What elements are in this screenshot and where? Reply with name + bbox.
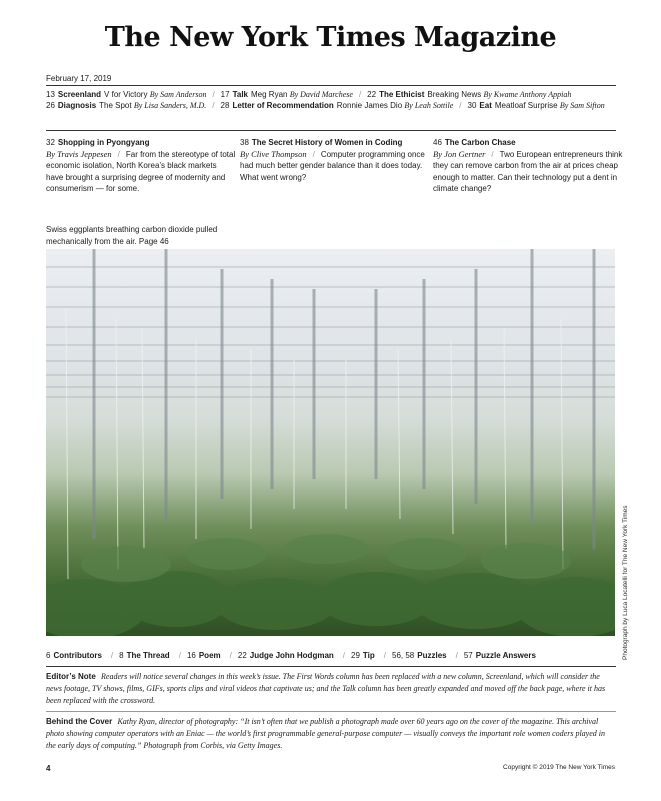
editors-note bbox=[46, 671, 616, 707]
toc-item[interactable]: 57 Puzzle Answers bbox=[463, 651, 536, 660]
feature-story[interactable]: 46 The Carbon Chase By Jon Gertner / Two European entrepreneurs think they can remove carbon from the air at prices cheap enough to matter. Can their technology put a dent in climate change? bbox=[433, 138, 623, 193]
editors-note-body: Readers will notice several changes in this week’s issue. The First Words column has been replaced with a new column, Screenland, which will consider the news footage, TV shows, films, GIFs, sports clips and viral videos that captivate us; and the Talk column has been greatly expanded and moved off the back page, where it has been replaced with the crossword. bbox=[46, 672, 606, 705]
toc-item[interactable]: 22 The Ethicist Breaking News By Kwame Anthony Appiah bbox=[367, 90, 572, 99]
toc-item[interactable]: 29 Tip bbox=[351, 651, 375, 660]
toc-item[interactable]: 56, 58 Puzzles bbox=[392, 651, 447, 660]
greenhouse-illustration bbox=[46, 249, 615, 636]
feature-story[interactable]: 32 Shopping in Pyongyang By Travis Jeppesen / Far from the stereotype of total economic isolation, North Korea’s black markets have brought a surprising degree of modernity and consumerism — for some. bbox=[46, 138, 236, 193]
toc-item[interactable]: 22 Judge John Hodgman bbox=[237, 651, 334, 660]
divider bbox=[46, 666, 616, 667]
page-number: 4 bbox=[46, 764, 51, 773]
divider bbox=[46, 711, 616, 712]
issue-date: February 17, 2019 bbox=[46, 74, 112, 83]
toc-row-1: 13 Screenland V for Victory By Sam Anderson / 17 Talk Meg Ryan By David Marchese / 22 The Ethicist Breaking News By Kwame Anthony Appiah bbox=[46, 90, 572, 99]
toc-item[interactable]: 16 Poem bbox=[186, 651, 221, 660]
toc-item[interactable]: 26 Diagnosis The Spot By Lisa Sanders, M.D. bbox=[46, 101, 207, 110]
toc-item[interactable]: 17 Talk Meg Ryan By David Marchese bbox=[220, 90, 353, 99]
divider bbox=[46, 130, 616, 131]
toc-item[interactable]: 13 Screenland V for Victory By Sam Anderson bbox=[46, 90, 207, 99]
toc-item[interactable]: 30 Eat Meatloaf Surprise By Sam Sifton bbox=[467, 101, 605, 110]
cover-photo-greenhouse bbox=[46, 249, 615, 636]
masthead: The New York Times Magazine bbox=[104, 22, 557, 53]
toc-item[interactable]: 8 The Thread bbox=[119, 651, 170, 660]
behind-cover-body: Kathy Ryan, director of photography: “It isn’t often that we publish a photograph made over 60 years ago on the cover of the magazine. This archival photo showing computer operators with an Eniac — the world’s first programmable general-purpose computer — visually conveys the important role women coders played in the early days of computing.” Photograph from Corbis, via Getty Images. bbox=[46, 717, 605, 750]
behind-cover-label: Behind the Cover bbox=[46, 717, 113, 726]
toc-item[interactable]: 6 Contributors bbox=[46, 651, 102, 660]
behind-the-cover bbox=[46, 716, 616, 752]
toc-item[interactable]: 28 Letter of Recommendation Ronnie James Dio By Leah Sottile bbox=[220, 101, 454, 110]
feature-story[interactable]: 38 The Secret History of Women in Coding By Clive Thompson / Computer programming once had much better gender balance than it does today. What went wrong? bbox=[240, 138, 425, 182]
toc-row-2: 26 Diagnosis The Spot By Lisa Sanders, M.D. / 28 Letter of Recommendation Ronnie James Dio By Leah Sottile / 30 Eat Meatloaf Surprise By Sam Sifton bbox=[46, 101, 605, 110]
editors-note-label: Editor’s Note bbox=[46, 672, 96, 681]
photo-caption: Swiss eggplants breathing carbon dioxide pulled mechanically from the air. Page 46 bbox=[46, 225, 218, 246]
bottom-toc: 6 Contributors / 8 The Thread / 16 Poem / 22 Judge John Hodgman / 29 Tip / 56, 58 Puzzles / 57 Puzzle Answers bbox=[46, 650, 616, 661]
photo-credit: Photograph by Luca Locatelli for The New York Times bbox=[622, 505, 629, 660]
copyright: Copyright © 2019 The New York Times bbox=[503, 764, 615, 771]
divider bbox=[46, 85, 616, 86]
